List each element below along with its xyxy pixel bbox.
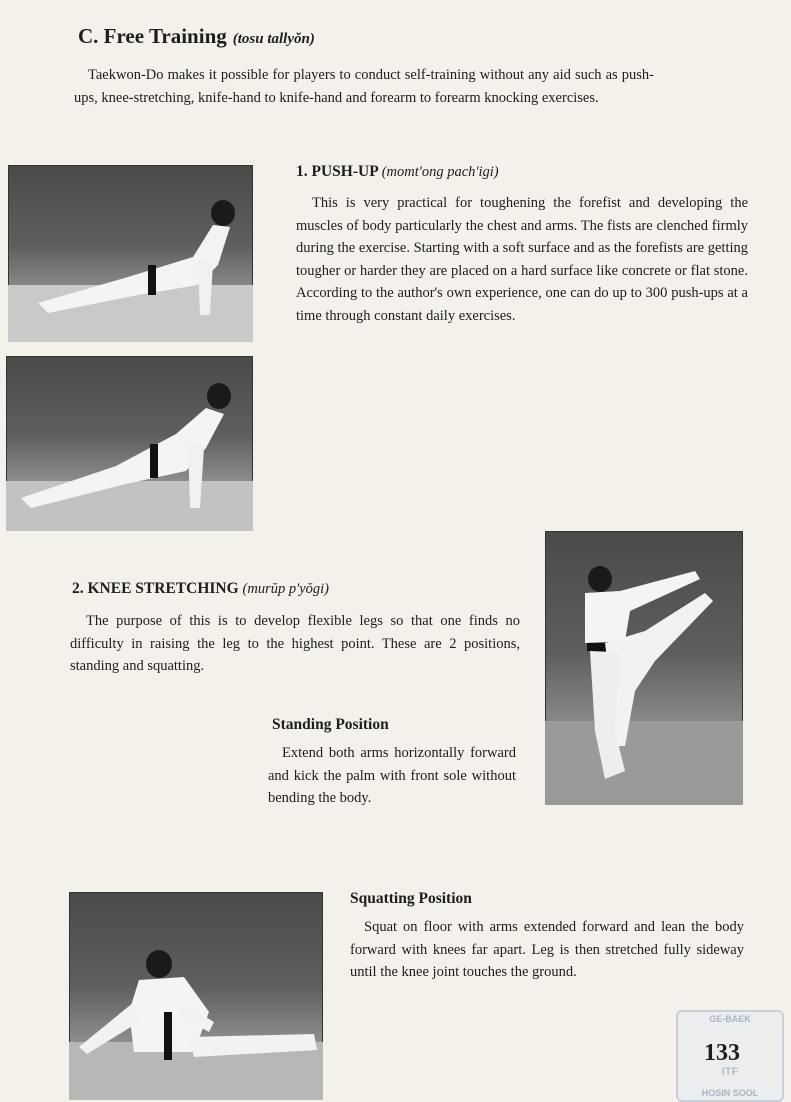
section-title-text: C. Free Training bbox=[78, 24, 227, 48]
squatting-figure bbox=[69, 892, 323, 1100]
knee-heading bbox=[72, 580, 329, 598]
standing-photo bbox=[545, 531, 743, 805]
pushup-photo-2 bbox=[6, 356, 253, 531]
squatting-text: Squat on floor with arms extended forward and lean the body forward with knees far apart. Leg is then stretched fully sideway until the knee joint touches the ground. bbox=[350, 919, 744, 980]
knee-text: The purpose of this is to develop flexible legs so that one finds no difficulty in raising the leg to the highest point. These are 2 positions, standing and squatting. bbox=[70, 613, 520, 674]
watermark-bottom: HOSIN SOOL bbox=[701, 1088, 759, 1098]
section-title bbox=[78, 24, 315, 49]
section-intro: Taekwon-Do makes it possible for players to conduct self-training without any aid such as push-ups, knee-stretching, knife-hand to knife-hand and forearm to forearm knocking exercises. bbox=[74, 67, 654, 106]
watermark-middle: ITF bbox=[721, 1066, 739, 1078]
pushup-heading bbox=[296, 163, 499, 181]
watermark-top: GE-BAEK bbox=[709, 1014, 751, 1024]
pushup-figure-2 bbox=[6, 356, 253, 531]
pushup-text: This is very practical for toughening the forefist and developing the muscles of body particularly the chest and arms. The fists are clenched firmly during the exercise. Starting with a soft surface and as the forefists are getting tougher or harder they are placed on a hard surface like concrete or flat stone. According to the author's own experience, one can do up to 300 push-ups at a time through constant daily exercises. bbox=[296, 195, 748, 324]
squatting-title: Squatting Position bbox=[350, 890, 472, 907]
squatting-photo bbox=[69, 892, 323, 1100]
standing-figure bbox=[545, 531, 743, 805]
standing-title: Standing Position bbox=[272, 716, 389, 733]
page-number: 133 bbox=[704, 1040, 740, 1066]
pushup-figure-1 bbox=[8, 165, 253, 342]
section-subtitle: (tosu tallyŏn) bbox=[232, 31, 315, 47]
knee-subtitle: (murŭp p'yŏgi) bbox=[242, 581, 330, 597]
standing-text: Extend both arms horizontally forward and kick the palm with front sole without bending the body. bbox=[268, 745, 516, 806]
pushup-title: 1. PUSH-UP bbox=[296, 163, 378, 180]
knee-title: 2. KNEE STRETCHING bbox=[72, 580, 239, 597]
pushup-subtitle: (momt'ong pach'igi) bbox=[381, 164, 499, 180]
pushup-photo-1 bbox=[8, 165, 253, 342]
